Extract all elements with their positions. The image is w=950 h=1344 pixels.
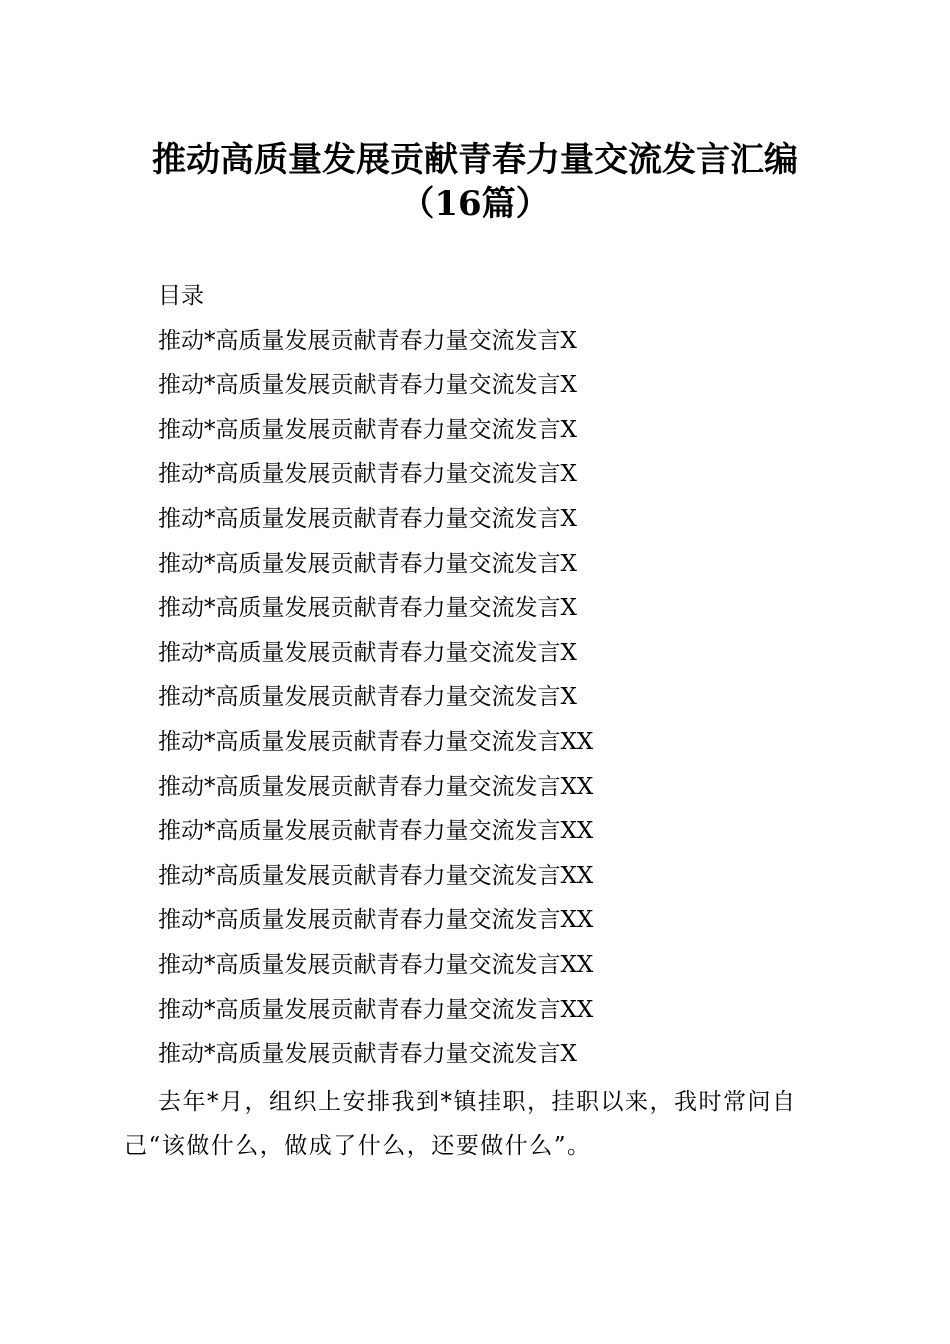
toc-entry-page: XX <box>560 996 594 1023</box>
toc-entry-page: XX <box>560 728 594 755</box>
toc-entry-title: 推动*高质量发展贡献青春力量交流发言 <box>158 372 561 399</box>
document-subtitle: （16篇） <box>400 184 550 224</box>
toc-entry-page: X <box>560 372 577 399</box>
toc-entry-page: XX <box>560 862 594 889</box>
toc-entry-page: XX <box>560 907 594 934</box>
toc-entry-page: XX <box>560 951 594 978</box>
toc-entry-page: X <box>560 639 577 666</box>
toc-entry-title: 推动*高质量发展贡献青春力量交流发言 <box>158 684 561 711</box>
toc-entry-page: X <box>560 505 577 532</box>
toc-entry-page: X <box>560 327 577 354</box>
toc-entry-page: X <box>560 684 577 711</box>
toc-entry[interactable] <box>158 1032 593 1077</box>
toc-entry[interactable] <box>158 363 593 408</box>
toc-entry[interactable] <box>158 675 593 720</box>
toc-entry-title: 推动*高质量发展贡献青春力量交流发言 <box>158 862 561 889</box>
toc-entry[interactable] <box>158 943 593 988</box>
toc-entry-title: 推动*高质量发展贡献青春力量交流发言 <box>158 550 561 577</box>
toc-entry-title: 推动*高质量发展贡献青春力量交流发言 <box>158 996 561 1023</box>
toc-entry-title: 推动*高质量发展贡献青春力量交流发言 <box>158 818 561 845</box>
body-paragraph: 去年*月，组织上安排我到*镇挂职，挂职以来，我时常问自己“该做什么，做成了什么，还要做什么”。 <box>124 1089 797 1159</box>
toc-entry[interactable] <box>158 631 593 676</box>
toc-entry[interactable] <box>158 988 593 1033</box>
toc-entry-title: 推动*高质量发展贡献青春力量交流发言 <box>158 595 561 622</box>
toc-entry[interactable] <box>158 408 593 453</box>
toc-entry-title: 推动*高质量发展贡献青春力量交流发言 <box>158 416 561 443</box>
toc-entry[interactable] <box>158 542 593 587</box>
toc-entry-title: 推动*高质量发展贡献青春力量交流发言 <box>158 505 561 532</box>
table-of-contents <box>158 274 593 1077</box>
toc-entry[interactable] <box>158 497 593 542</box>
toc-entry[interactable] <box>158 586 593 631</box>
document-title: 推动高质量发展贡献青春力量交流发言汇编 <box>152 140 798 180</box>
toc-entry-page: X <box>560 416 577 443</box>
toc-entry-page: X <box>560 1041 577 1068</box>
toc-entry[interactable] <box>158 854 593 899</box>
toc-entry-title: 推动*高质量发展贡献青春力量交流发言 <box>158 773 561 800</box>
toc-entry[interactable] <box>158 452 593 497</box>
toc-entry[interactable] <box>158 765 593 810</box>
toc-entry-title: 推动*高质量发展贡献青春力量交流发言 <box>158 327 561 354</box>
toc-entry-page: XX <box>560 818 594 845</box>
toc-entry-title: 推动*高质量发展贡献青春力量交流发言 <box>158 951 561 978</box>
toc-entry[interactable] <box>158 319 593 364</box>
toc-heading: 目录 <box>158 283 204 309</box>
toc-entry[interactable] <box>158 809 593 854</box>
toc-entry-title: 推动*高质量发展贡献青春力量交流发言 <box>158 907 561 934</box>
toc-entry-page: XX <box>560 773 594 800</box>
toc-entry[interactable] <box>158 898 593 943</box>
toc-entry-page: X <box>560 461 577 488</box>
toc-entry-title: 推动*高质量发展贡献青春力量交流发言 <box>158 728 561 755</box>
toc-entry-title: 推动*高质量发展贡献青春力量交流发言 <box>158 461 561 488</box>
toc-entry-title: 推动*高质量发展贡献青春力量交流发言 <box>158 1041 561 1068</box>
toc-entry[interactable] <box>158 720 593 765</box>
toc-entry-page: X <box>560 550 577 577</box>
toc-entry-page: X <box>560 595 577 622</box>
toc-entry-title: 推动*高质量发展贡献青春力量交流发言 <box>158 639 561 666</box>
